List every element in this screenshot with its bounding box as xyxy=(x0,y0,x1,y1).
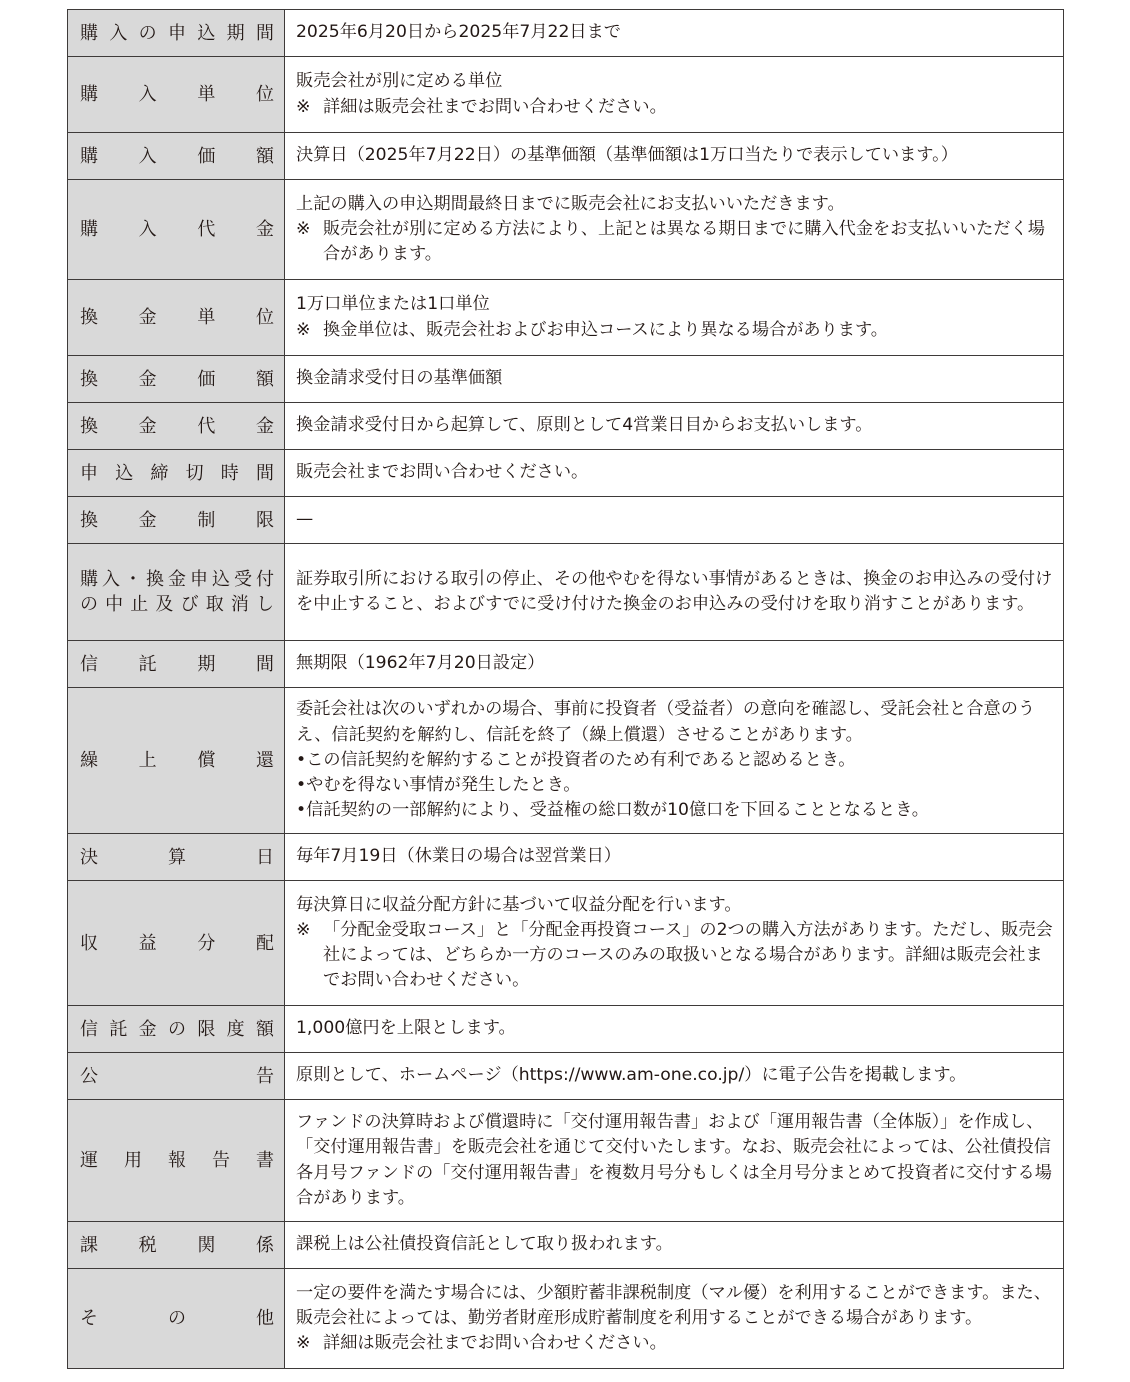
row-label-text: 収 益 分 配 xyxy=(80,932,274,954)
note-text: 詳細は販売会社までお問い合わせください。 xyxy=(323,96,667,117)
note-text: 「分配金受取コース」と「分配金再投資コース」の2つの購入方法があります。ただし、販売会社によっては、どちらか一方のコースのみの取扱いとなる場合があります。詳細は販売会社までお問い合わせください。 xyxy=(323,919,1053,991)
value-text: 換金請求受付日から起算して、原則として4営業日目からお支払いします。 xyxy=(296,415,873,436)
value-text: 毎決算日に収益分配方針に基づいて収益分配を行います。 xyxy=(296,894,742,915)
value-text: 販売会社が別に定める単位 xyxy=(296,71,503,92)
row-label xyxy=(68,834,285,881)
row-value xyxy=(285,497,1064,544)
table-row xyxy=(68,1053,1064,1100)
row-label xyxy=(68,1222,285,1269)
row-label xyxy=(68,688,285,834)
bullet-item: •信託契約の一部解約により、受益権の総口数が10億口を下回ることとなるとき。 xyxy=(296,800,929,821)
row-value xyxy=(285,133,1064,180)
row-value xyxy=(285,450,1064,497)
table-row xyxy=(68,1100,1064,1222)
row-label-text: 換 金 制 限 xyxy=(80,509,274,531)
note-mark: ※ xyxy=(296,319,311,340)
row-label-text: 換 金 単 位 xyxy=(80,307,274,328)
row-value xyxy=(285,834,1064,881)
row-value xyxy=(285,641,1064,688)
note-mark: ※ xyxy=(296,1333,311,1354)
row-value xyxy=(285,280,1064,356)
row-label xyxy=(68,10,285,57)
row-label-text: 購 入 ・ 換 金 申 込 受 付 xyxy=(80,569,274,590)
note-line xyxy=(296,318,1053,343)
value-text: 無期限（1962年7月20日設定） xyxy=(296,653,545,674)
row-label-text: そ の 他 xyxy=(80,1308,274,1329)
value-text: 換金請求受付日の基準価額 xyxy=(296,368,503,389)
row-label xyxy=(68,450,285,497)
table-row xyxy=(68,280,1064,356)
note-mark: ※ xyxy=(296,919,311,940)
table-row xyxy=(68,497,1064,544)
row-label-text: 決 算 日 xyxy=(80,846,274,868)
row-label-text: 課 税 関 係 xyxy=(80,1234,274,1256)
value-text: 課税上は公社債投資信託として取り扱われます。 xyxy=(296,1234,673,1255)
row-label-text: 購 入 価 額 xyxy=(80,145,274,167)
row-label xyxy=(68,403,285,450)
table-row xyxy=(68,1222,1064,1269)
value-text: — xyxy=(296,509,314,530)
table-row xyxy=(68,1269,1064,1369)
note-mark: ※ xyxy=(296,218,311,239)
row-label-text: 信 託 金 の 限 度 額 xyxy=(80,1018,274,1040)
row-label xyxy=(68,1269,285,1369)
table-row xyxy=(68,356,1064,403)
table-row xyxy=(68,688,1064,834)
row-label-text: 購 入 の 申 込 期 間 xyxy=(80,22,274,44)
row-value xyxy=(285,1053,1064,1100)
value-text: 委託会社は次のいずれかの場合、事前に投資者（受益者）の意向を確認し、受託会社と合意のうえ、信託契約を解約し、信託を終了（繰上償還）させることがあります。 xyxy=(296,699,1036,745)
row-label xyxy=(68,881,285,1006)
row-value xyxy=(285,403,1064,450)
row-label-text: 繰 上 償 還 xyxy=(80,750,274,771)
row-label xyxy=(68,133,285,180)
value-text: 販売会社までお問い合わせください。 xyxy=(296,462,589,483)
row-label-text: 申 込 締 切 時 間 xyxy=(80,462,274,484)
value-text: 一定の要件を満たす場合には、少額貯蓄非課税制度（マル優）を利用することができます。また、販売会社によっては、勤労者財産形成貯蓄制度を利用することができる場合があります。 xyxy=(296,1282,1051,1328)
row-label-text: 購 入 単 位 xyxy=(80,84,274,105)
row-label xyxy=(68,497,285,544)
value-text: 1,000億円を上限とします。 xyxy=(296,1018,516,1039)
row-value xyxy=(285,356,1064,403)
row-value xyxy=(285,544,1064,641)
table-row xyxy=(68,403,1064,450)
value-text: 毎年7月19日（休業日の場合は翌営業日） xyxy=(296,846,621,867)
row-value xyxy=(285,10,1064,57)
row-label-text: の 中 止 及 び 取 消 し xyxy=(80,594,274,615)
table-row xyxy=(68,10,1064,57)
row-label xyxy=(68,1100,285,1222)
row-label xyxy=(68,57,285,133)
table-row xyxy=(68,133,1064,180)
fund-info-table-body xyxy=(68,10,1064,1369)
value-text: 2025年6月20日から2025年7月22日まで xyxy=(296,22,621,43)
row-label-text: 購 入 代 金 xyxy=(80,219,274,240)
row-label xyxy=(68,180,285,280)
note-text: 販売会社が別に定める方法により、上記とは異なる期日までに購入代金をお支払いいただく場合があります。 xyxy=(323,218,1045,265)
row-label xyxy=(68,280,285,356)
value-text: 上記の購入の申込期間最終日までに販売会社にお支払いいただきます。 xyxy=(296,193,845,214)
fund-info-table xyxy=(67,9,1064,1369)
table-row xyxy=(68,834,1064,881)
table-row xyxy=(68,57,1064,133)
row-value xyxy=(285,1222,1064,1269)
value-text: ファンドの決算時および償還時に「交付運用報告書」および「運用報告書（全体版）」を作成し、「交付運用報告書」を販売会社を通じて交付いたします。なお、販売会社によっては、公社債投信各月号ファンドの「交付運用報告書」を複数月号分もしくは全月号分まとめて投資者に交付する場合があります。 xyxy=(296,1112,1052,1208)
bullet-item: •この信託契約を解約することが投資者のため有利であると認めるとき。 xyxy=(296,749,856,770)
note-line xyxy=(296,217,1053,267)
value-text: 原則として、ホームページ（https://www.am-one.co.jp/）に電子公告を掲載します。 xyxy=(296,1065,967,1086)
note-line xyxy=(296,95,1053,120)
value-text: 証券取引所における取引の停止、その他やむを得ない事情があるときは、換金のお申込みの受付けを中止すること、およびすでに受け付けた換金のお申込みの受付けを取り消すことがあります。 xyxy=(296,568,1053,614)
row-value xyxy=(285,688,1064,834)
row-value xyxy=(285,57,1064,133)
note-line xyxy=(296,1331,1053,1356)
row-value xyxy=(285,881,1064,1006)
value-text: 1万口単位または1口単位 xyxy=(296,294,490,315)
table-row xyxy=(68,881,1064,1006)
row-value xyxy=(285,1269,1064,1369)
row-label xyxy=(68,1053,285,1100)
row-label-text: 公 告 xyxy=(80,1065,274,1087)
value-text: 決算日（2025年7月22日）の基準価額（基準価額は1万口当たりで表示しています。） xyxy=(296,145,958,166)
note-text: 詳細は販売会社までお問い合わせください。 xyxy=(323,1333,667,1354)
note-line xyxy=(296,918,1053,994)
row-label-text: 換 金 価 額 xyxy=(80,368,274,390)
row-label-text: 運 用 報 告 書 xyxy=(80,1150,274,1171)
table-row xyxy=(68,544,1064,641)
row-value xyxy=(285,1006,1064,1053)
row-label xyxy=(68,641,285,688)
row-label-text: 信 託 期 間 xyxy=(80,653,274,675)
table-row xyxy=(68,641,1064,688)
row-value xyxy=(285,180,1064,280)
bullet-item: •やむを得ない事情が発生したとき。 xyxy=(296,775,581,796)
row-label xyxy=(68,1006,285,1053)
note-text: 換金単位は、販売会社およびお申込コースにより異なる場合があります。 xyxy=(323,319,888,340)
row-value xyxy=(285,1100,1064,1222)
row-label xyxy=(68,544,285,641)
table-row xyxy=(68,1006,1064,1053)
row-label xyxy=(68,356,285,403)
table-row xyxy=(68,180,1064,280)
table-row xyxy=(68,450,1064,497)
note-mark: ※ xyxy=(296,96,311,117)
row-label-text: 換 金 代 金 xyxy=(80,415,274,437)
